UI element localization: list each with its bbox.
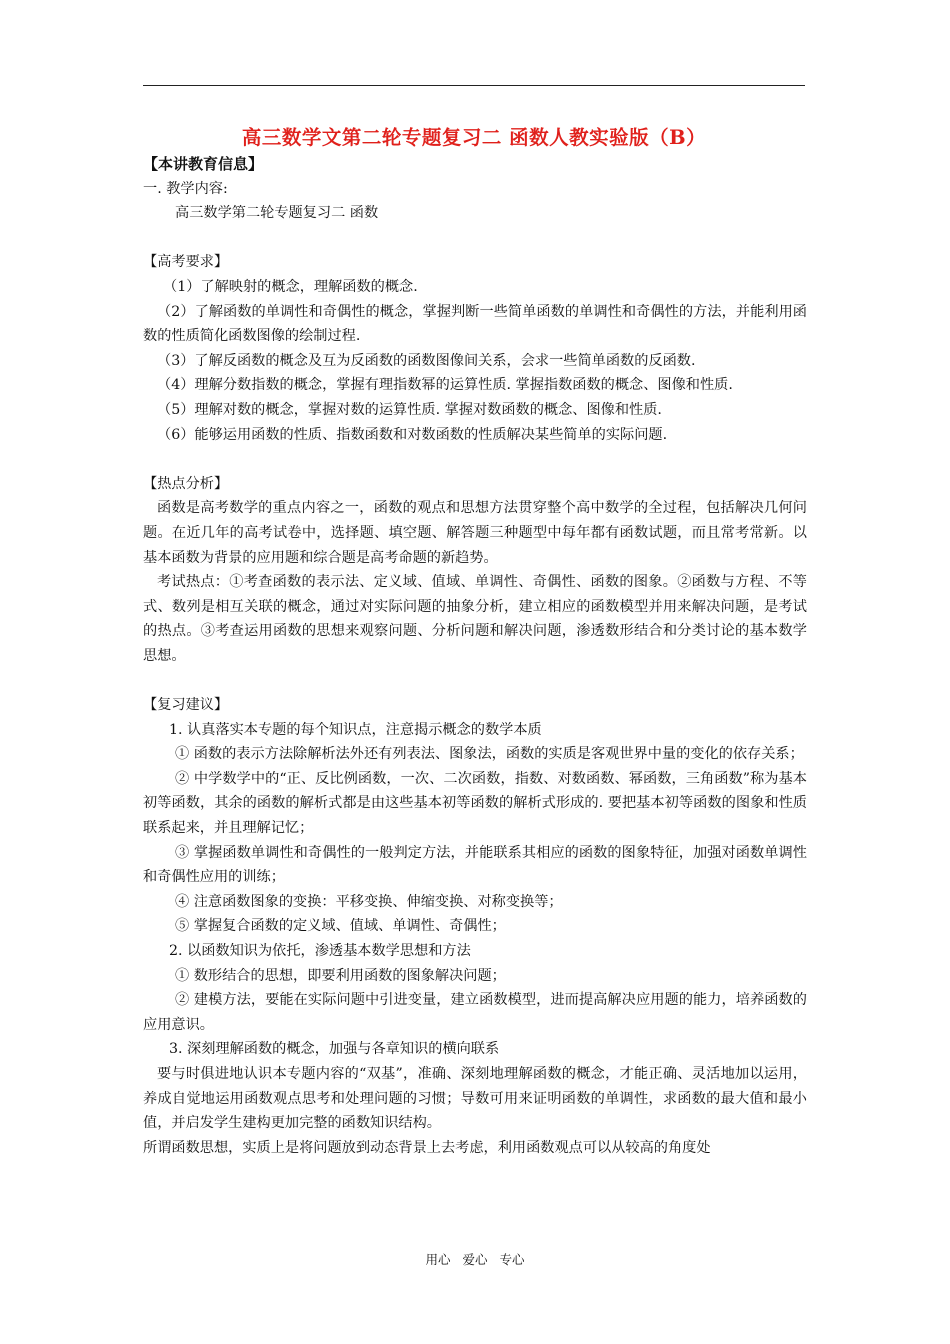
- content-label: 一. 教学内容:: [143, 180, 228, 197]
- review-item: ① 函数的表示方法除解析法外还有列表法、图象法，函数的实质是客观世界中量的变化的依存关系；: [175, 746, 804, 763]
- review-section-title: 1. 认真落实本专题的每个知识点，注意揭示概念的数学本质: [169, 721, 542, 738]
- document-body: [143, 152, 807, 1160]
- hotspot-heading: 【热点分析】: [143, 475, 229, 492]
- review-paragraph: 要与时俱进地认识本专题内容的“双基”，准确、深刻地理解函数的概念，才能正确、灵活地加以运用，养成自觉地运用函数观点思考和处理问题的习惯；导数可用来证明函数的单调性，求函数的最大值和最小值，并启发学生建构更加完整的函数知识结构。: [143, 1065, 807, 1132]
- requirement-item: （4）理解分数指数的概念，掌握有理指数幂的运算性质. 掌握指数函数的概念、图像和性质.: [157, 377, 733, 394]
- document-title: 高三数学文第二轮专题复习二 函数人教实验版（B）: [241, 126, 707, 149]
- hotspot-paragraph: 考试热点：①考查函数的表示法、定义域、值域、单调性、奇偶性、函数的图象。②函数与方程、不等式、数列是相互关联的概念，通过对实际问题的抽象分析，建立相应的函数模型并用来解决问题，是考试的热点。③考查运用函数的思想来观察问题、分析问题和解决问题，渗透数形结合和分类讨论的基本数学思想。: [143, 574, 807, 664]
- review-section-title: 3. 深刻理解函数的概念，加强与各章知识的横向联系: [169, 1041, 500, 1058]
- page-footer: 用心 爱心 专心: [425, 1252, 525, 1267]
- requirement-item: （3）了解反函数的概念及互为反函数的函数图像间关系，会求一些简单函数的反函数.: [157, 352, 696, 369]
- review-item: ② 建模方法，要能在实际问题中引进变量，建立函数模型，进而提高解决应用题的能力，培养函数的应用意识。: [143, 992, 807, 1033]
- review-section-title: 2. 以函数知识为依托，渗透基本数学思想和方法: [169, 943, 471, 959]
- review-item: ④ 注意函数图象的变换：平移变换、伸缩变换、对称变换等；: [175, 893, 563, 910]
- requirement-item: （2）了解函数的单调性和奇偶性的概念，掌握判断一些简单函数的单调性和奇偶性的方法，并能利用函数的性质简化函数图像的绘制过程.: [143, 303, 807, 345]
- review-item: ⑤ 掌握复合函数的定义域、值域、单调性、奇偶性；: [175, 918, 506, 935]
- review-heading: 【复习建议】: [143, 697, 229, 714]
- requirements-heading: 【高考要求】: [143, 254, 229, 271]
- review-paragraph: 所谓函数思想，实质上是将问题放到动态背景上去考虑，利用函数观点可以从较高的角度处: [143, 1139, 711, 1156]
- requirement-item: （6）能够运用函数的性质、指数函数和对数函数的性质解决某些简单的实际问题.: [157, 426, 668, 443]
- review-item: ③ 掌握函数单调性和奇偶性的一般判定方法，并能联系其相应的函数的图象特征，加强对函数单调性和奇偶性应用的训练；: [143, 844, 807, 886]
- info-heading: 【本讲教育信息】: [143, 155, 264, 173]
- requirement-item: （5）理解对数的概念，掌握对数的运算性质. 掌握对数函数的概念、图像和性质.: [157, 401, 662, 418]
- header-rule: [143, 85, 805, 86]
- content-text: 高三数学第二轮专题复习二 函数: [175, 205, 379, 222]
- review-item: ① 数形结合的思想，即要利用函数的图象解决问题；: [175, 967, 506, 984]
- requirement-item: （1）了解映射的概念，理解函数的概念.: [163, 278, 418, 295]
- review-item: ② 中学数学中的“正、反比例函数，一次、二次函数，指数、对数函数、幂函数，三角函数”称为基本初等函数，其余的函数的解析式都是由这些基本初等函数的解析式形成的. 要把基本初等函数的图象和性质联系起来，并且理解记忆；: [143, 770, 807, 837]
- hotspot-paragraph: 函数是高考数学的重点内容之一，函数的观点和思想方法贯穿整个高中数学的全过程，包括解决几何问题。在近几年的高考试卷中，选择题、填空题、解答题三种题型中每年都有函数试题，而且常考常新。以基本函数为背景的应用题和综合题是高考命题的新趋势。: [143, 500, 807, 566]
